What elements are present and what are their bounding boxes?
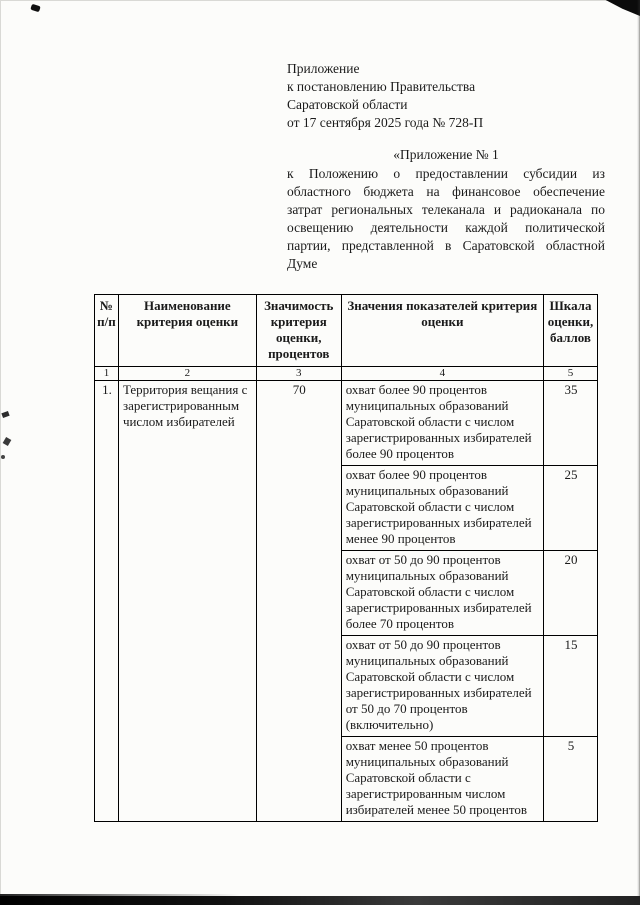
column-number: 2 [118, 367, 256, 381]
indicator-text-cell: охват менее 50 процентов муниципальных образований Саратовской области с зарегистрированным числом избирателей менее 50 процентов [341, 737, 543, 822]
indicator-score-cell: 15 [544, 636, 598, 737]
indicator-score-cell: 25 [544, 466, 598, 551]
header-line: к постановлению Правительства [287, 79, 476, 94]
header-cell-indicator-values: Значения показателей критерия оценки [341, 295, 543, 367]
column-number: 5 [544, 367, 598, 381]
column-number: 1 [95, 367, 119, 381]
scan-artifact-top-left [30, 4, 40, 12]
criteria-table [94, 294, 598, 822]
criterion-weight-cell: 70 [256, 381, 341, 822]
scan-artifact-left-edge [1, 455, 5, 459]
scan-artifact-top-right [596, 0, 640, 16]
column-number: 3 [256, 367, 341, 381]
column-number-row [95, 367, 598, 381]
column-number: 4 [341, 367, 543, 381]
indicator-score-cell: 35 [544, 381, 598, 466]
appendix-title: «Приложение № 1 [393, 147, 499, 162]
indicator-text-cell: охват более 90 процентов муниципальных образований Саратовской области с числом зарегистрированных избирателей менее 90 процентов [341, 466, 543, 551]
indicator-text-cell: охват от 50 до 90 процентов муниципальных образований Саратовской области с числом зарегистрированных избирателей более 70 процентов [341, 551, 543, 636]
row-number-cell: 1. [95, 381, 119, 822]
header-line: Приложение [287, 61, 360, 76]
indicator-text-cell: охват от 50 до 90 процентов муниципальных образований Саратовской области с числом зарегистрированных избирателей от 50 до 70 процентов (включительно) [341, 636, 543, 737]
scan-artifact-bottom-bar [0, 896, 640, 905]
table-row [95, 381, 598, 466]
scan-artifact-left-edge [3, 437, 12, 446]
header-cell-number: № п/п [95, 295, 119, 367]
criterion-name-cell: Территория вещания с зарегистрированным числом избирателей [118, 381, 256, 822]
header-line: Саратовской области [287, 97, 408, 112]
table-header-row [95, 295, 598, 367]
indicator-score-cell: 20 [544, 551, 598, 636]
header-cell-criterion-name: Наименование критерия оценки [118, 295, 256, 367]
appendix-body-text: к Положению о предоставлении субсидии из областного бюджета на финансовое обеспечение затрат региональных телеканала и радиоканала по освещению деятельности каждой политической партии, представленной в Саратовской областной Думе [287, 166, 605, 271]
header-cell-weight: Значимость критерия оценки, процентов [256, 295, 341, 367]
document-header [287, 60, 607, 132]
header-line: от 17 сентября 2025 года № 728-П [287, 115, 484, 130]
indicator-text-cell: охват более 90 процентов муниципальных образований Саратовской области с числом зарегистрированных избирателей более 90 процентов [341, 381, 543, 466]
appendix-heading [287, 146, 605, 273]
scan-artifact-left-edge [1, 411, 9, 418]
indicator-score-cell: 5 [544, 737, 598, 822]
header-cell-score-scale: Шкала оценки, баллов [544, 295, 598, 367]
